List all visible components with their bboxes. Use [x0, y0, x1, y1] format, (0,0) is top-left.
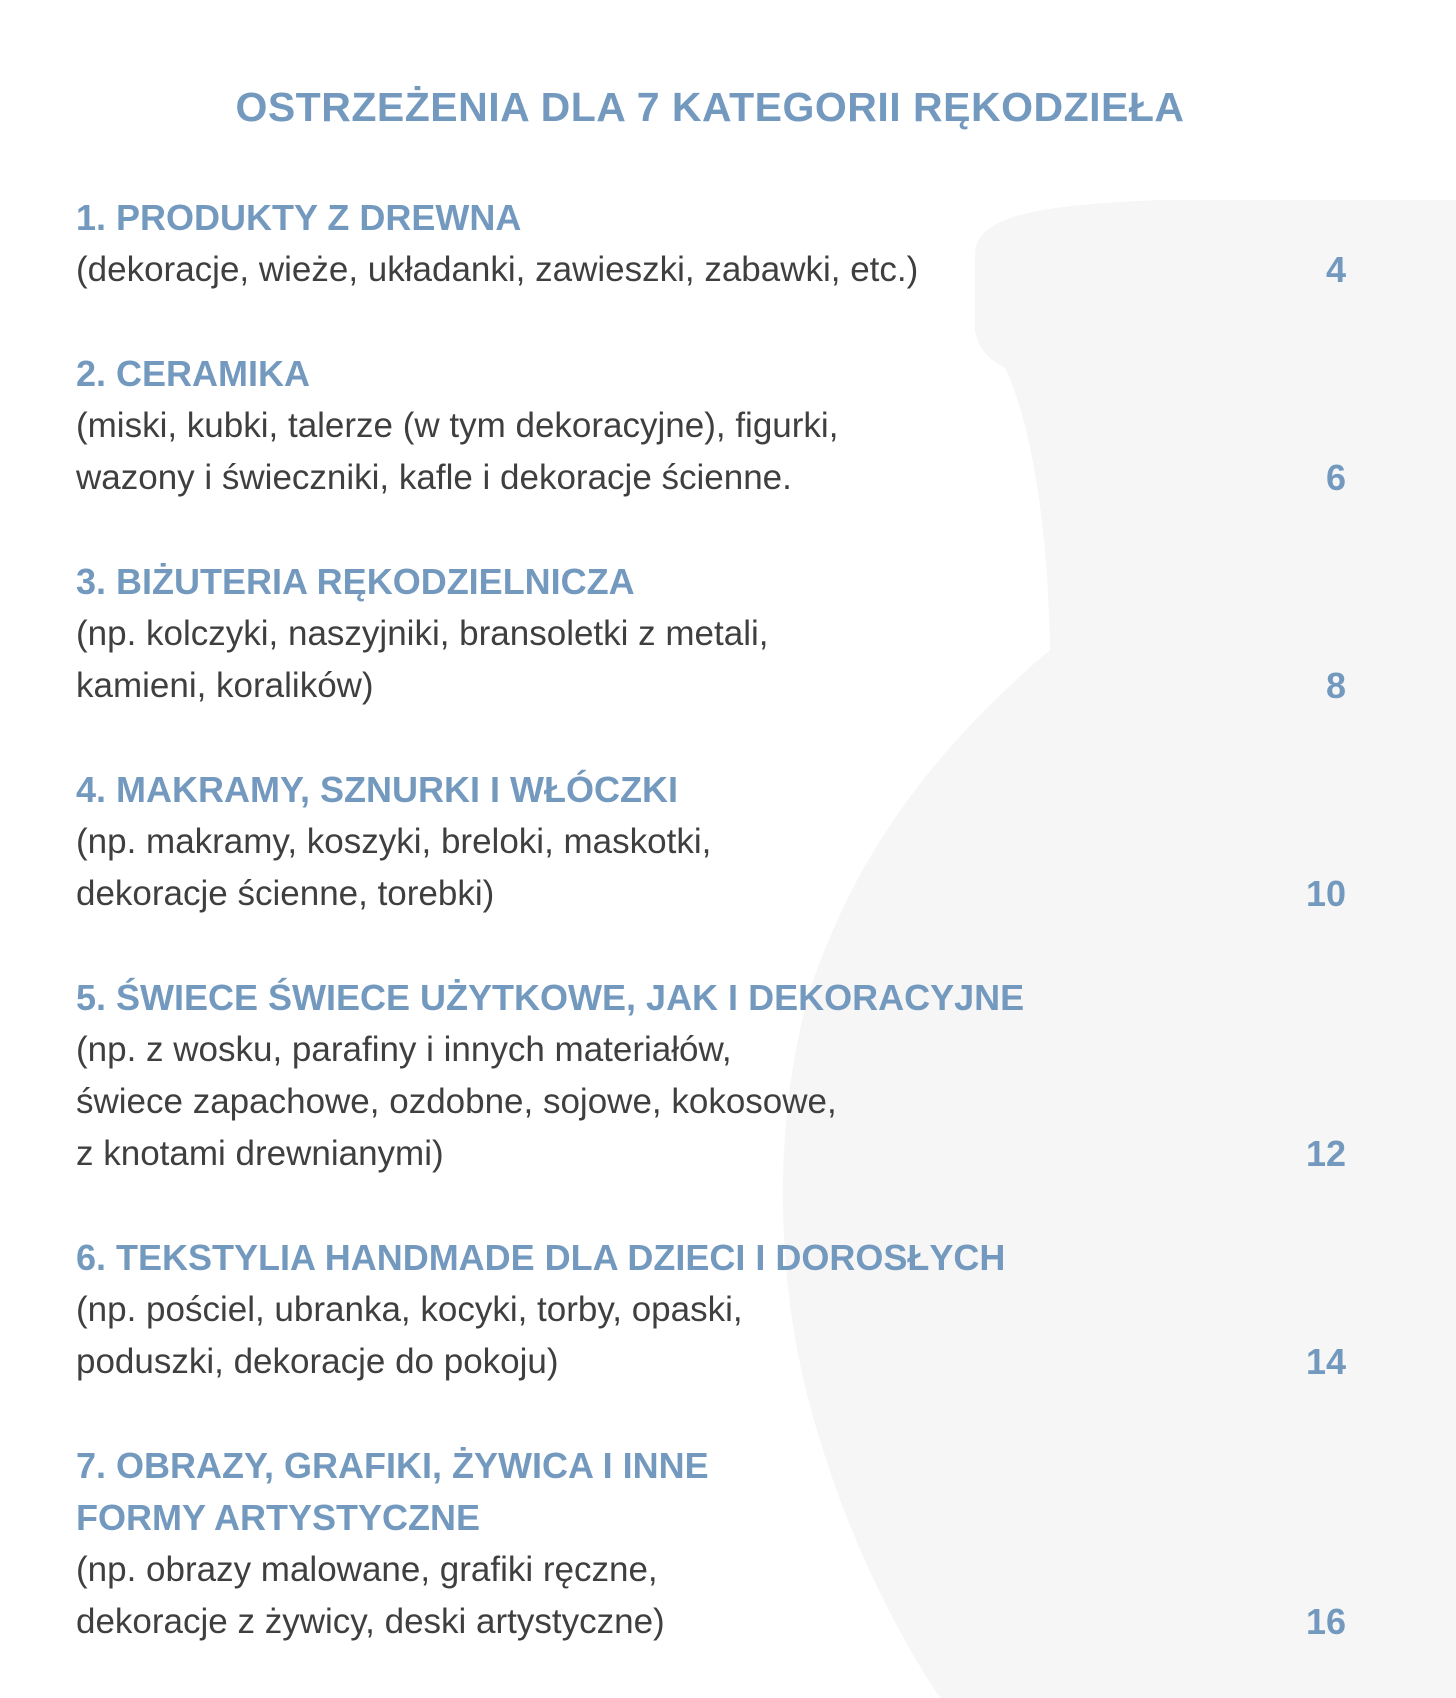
toc-entry-jewelry[interactable] [76, 556, 1346, 712]
toc-entry-description: świece zapachowe, ozdobne, sojowe, kokosowe, [76, 1082, 837, 1121]
toc-entry-description: (miski, kubki, talerze (w tym dekoracyjne), figurki, [76, 406, 839, 445]
toc-entry-page-number: 16 [1305, 1601, 1346, 1642]
toc-entry-page-number: 6 [1325, 457, 1346, 498]
toc-entry-description: (np. kolczyki, naszyjniki, bransoletki z metali, [76, 614, 769, 653]
toc-entry-ceramics[interactable] [76, 348, 1346, 504]
toc-entry-wood-products[interactable] [76, 192, 1346, 296]
toc-entry-page-number: 10 [1305, 873, 1346, 914]
toc-entry-heading: 2. CERAMIKA [76, 353, 311, 394]
page-title: OSTRZEŻENIA DLA 7 KATEGORII RĘKODZIEŁA [235, 84, 1185, 130]
toc-entry-heading: FORMY ARTYSTYCZNE [76, 1497, 481, 1538]
toc-entry-description: (np. z wosku, parafiny i innych materiałów, [76, 1030, 732, 1069]
toc-entry-description: (np. makramy, koszyki, breloki, maskotki, [76, 822, 712, 861]
toc-entry-macrame[interactable] [76, 764, 1346, 920]
toc-entry-page-number: 14 [1305, 1341, 1346, 1382]
toc-entry-description: dekoracje z żywicy, deski artystyczne) [76, 1602, 665, 1641]
toc-entry-heading: 5. ŚWIECE ŚWIECE UŻYTKOWE, JAK I DEKORACYJNE [76, 977, 1025, 1018]
toc-entry-heading: 1. PRODUKTY Z DREWNA [76, 197, 522, 238]
toc-entry-textiles[interactable] [76, 1232, 1346, 1388]
toc-entry-heading: 4. MAKRAMY, SZNURKI I WŁÓCZKI [76, 769, 678, 810]
toc-entry-candles[interactable] [76, 972, 1346, 1180]
toc-entry-description: kamieni, koralików) [76, 666, 374, 705]
toc-entry-description: dekoracje ścienne, torebki) [76, 874, 495, 913]
toc-entry-page-number: 8 [1325, 665, 1346, 706]
toc-entry-description: (np. obrazy malowane, grafiki ręczne, [76, 1550, 658, 1589]
toc-entry-heading: 7. OBRAZY, GRAFIKI, ŻYWICA I INNE [76, 1445, 709, 1486]
toc-entry-description: (dekoracje, wieże, układanki, zawieszki, zabawki, etc.) [76, 250, 919, 289]
toc-entry-heading: 6. TEKSTYLIA HANDMADE DLA DZIECI I DOROSŁYCH [76, 1237, 1006, 1278]
toc-entry-description: poduszki, dekoracje do pokoju) [76, 1342, 559, 1381]
toc-entry-page-number: 4 [1325, 249, 1346, 290]
toc-entry-page-number: 12 [1305, 1133, 1346, 1174]
toc-entry-description: wazony i świeczniki, kafle i dekoracje ścienne. [76, 458, 792, 497]
toc-entry-description: (np. pościel, ubranka, kocyki, torby, opaski, [76, 1290, 743, 1329]
toc-entry-art-forms[interactable] [76, 1440, 1346, 1648]
toc-entry-description: z knotami drewnianymi) [76, 1134, 444, 1173]
toc-entry-heading: 3. BIŻUTERIA RĘKODZIELNICZA [76, 561, 635, 602]
